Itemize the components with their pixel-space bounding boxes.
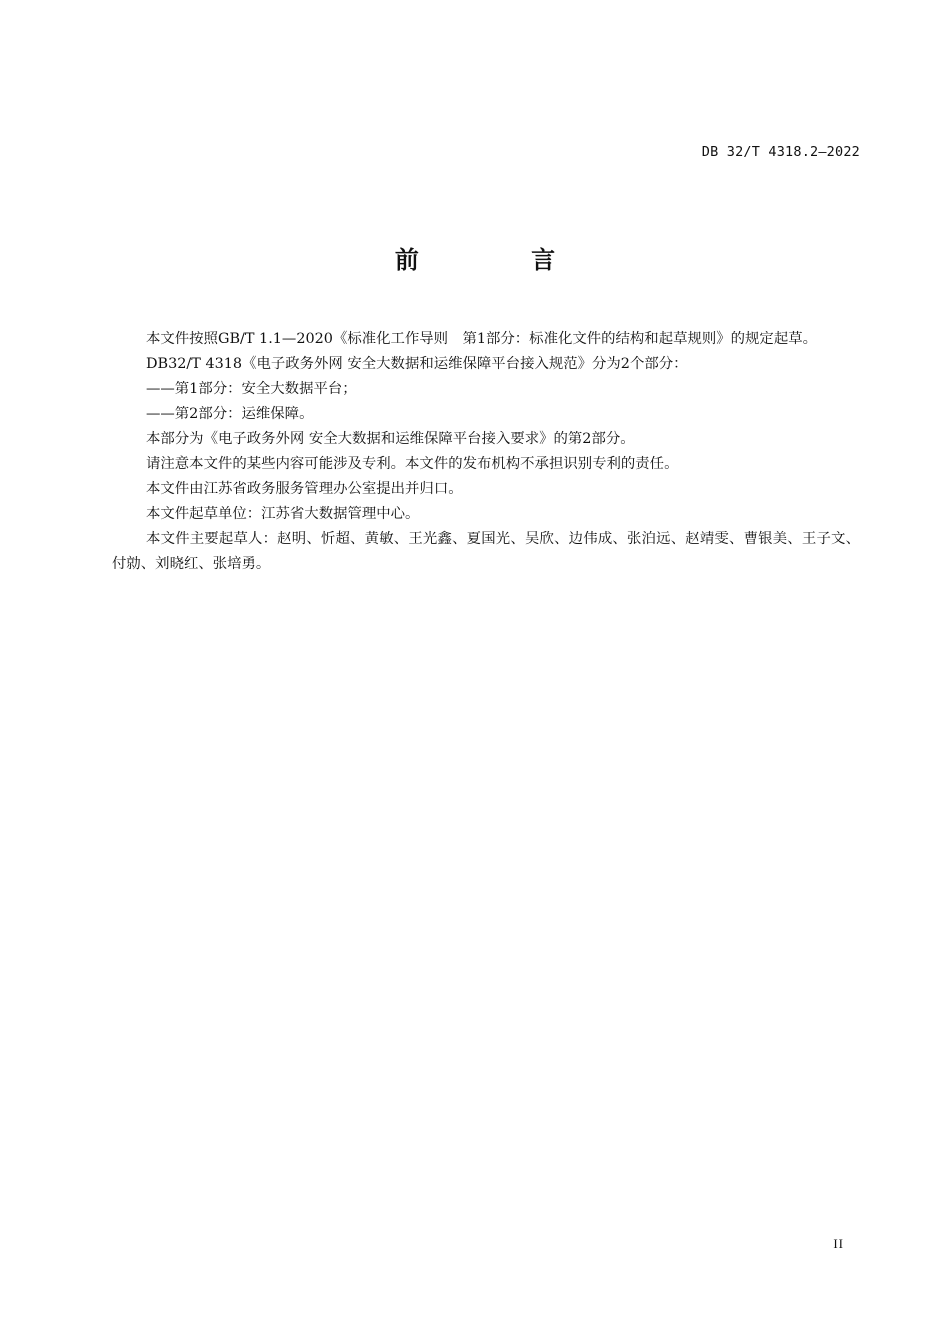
document-code: DB 32/T 4318.2—2022 <box>701 144 860 160</box>
foreword-body <box>112 327 860 577</box>
list-item-part-2: ——第2部分：运维保障。 <box>146 406 314 422</box>
page-number: II <box>833 1236 844 1251</box>
paragraph-drafting-unit: 本文件起草单位：江苏省大数据管理中心。 <box>146 506 420 522</box>
paragraph-patent-notice: 请注意本文件的某些内容可能涉及专利。本文件的发布机构不承担识别专利的责任。 <box>146 456 679 472</box>
paragraph-this-part: 本部分为《电子政务外网 安全大数据和运维保障平台接入要求》的第2部分。 <box>146 431 635 447</box>
list-item-part-1: ——第1部分：安全大数据平台； <box>146 381 357 397</box>
paragraph-drafting-rules: 本文件按照GB/T 1.1—2020《标准化工作导则 第1部分：标准化文件的结构和起草规则》的规定起草。 <box>146 331 817 347</box>
paragraph-drafters: 本文件主要起草人：赵明、忻超、黄敏、王光鑫、夏国光、吴欣、边伟成、张泊远、赵靖雯、曹银美、王子文、付勍、刘晓红、张培勇。 <box>112 531 860 572</box>
paragraph-parts-intro: DB32/T 4318《电子政务外网 安全大数据和运维保障平台接入规范》分为2个部分： <box>146 356 688 372</box>
page-title: 前 言 <box>394 246 608 274</box>
paragraph-proposer: 本文件由江苏省政务服务管理办公室提出并归口。 <box>146 481 463 497</box>
